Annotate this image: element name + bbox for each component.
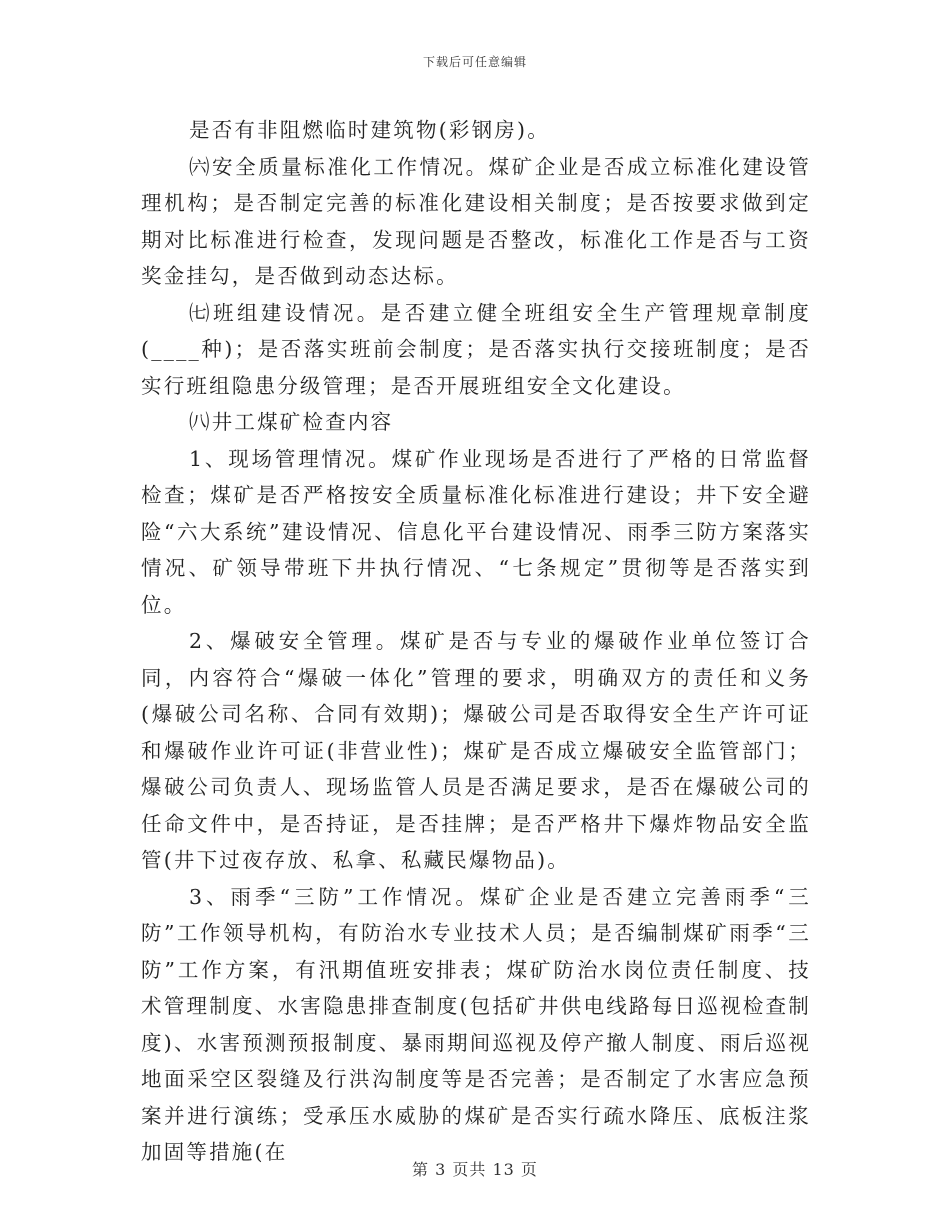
paragraph-mine-inspection-heading: ㈧井工煤矿检查内容: [189, 410, 394, 434]
paragraph-building-materials: 是否有非阻燃临时建筑物(彩钢房)。: [189, 118, 550, 142]
paragraph-site-management: 1、现场管理情况。煤矿作业现场是否进行了严格的日常监督检查；煤矿是否严格按安全质量标准化标准进行建设；井下安全避险“六大系统”建设情况、信息化平台建设情况、雨季三防方案落实情况、矿领导带班下井执行情况、“七条规定”贯彻等是否落实到位。: [141, 446, 811, 617]
paragraph-team-building: ㈦班组建设情况。是否建立健全班组安全生产管理规章制度(____种)；是否落实班前会制度；是否落实执行交接班制度；是否实行班组隐患分级管理；是否开展班组安全文化建设。: [141, 300, 811, 398]
page-header: 下载后可任意编辑: [422, 55, 527, 69]
page-number: 第 3 页共 13 页: [412, 1160, 538, 1179]
paragraph-rainy-season: 3、雨季“三防”工作情况。煤矿企业是否建立完善雨季“三防”工作领导机构，有防治水专业技术人员；是否编制煤矿雨季“三防”工作方案，有汛期值班安排表；煤矿防治水岗位责任制度、技术管理制度、水害隐患排查制度(包括矿井供电线路每日巡视检查制度)、水害预测预报制度、暴雨期间巡视及停产撤人制度、雨后巡视地面采空区裂缝及行洪沟制度等是否完善；是否制定了水害应急预案并进行演练；受承压水威胁的煤矿是否实行疏水降压、底板注浆加固等措施(在: [141, 884, 811, 1164]
paragraph-standardization: ㈥安全质量标准化工作情况。煤矿企业是否成立标准化建设管理机构；是否制定完善的标准化建设相关制度；是否按要求做到定期对比标准进行检查，发现问题是否整改，标准化工作是否与工资奖金挂勾，是否做到动态达标。: [141, 154, 811, 288]
document-body: [141, 112, 811, 1171]
paragraph-blasting-safety: 2、爆破安全管理。煤矿是否与专业的爆破作业单位签订合同，内容符合“爆破一体化”管理的要求，明确双方的责任和义务(爆破公司名称、合同有效期)；爆破公司是否取得安全生产许可证和爆破作业许可证(非营业性)；煤矿是否成立爆破安全监管部门；爆破公司负责人、现场监管人员是否满足要求，是否在爆破公司的任命文件中，是否持证，是否挂牌；是否严格井下爆炸物品安全监管(井下过夜存放、私拿、私藏民爆物品)。: [141, 629, 811, 872]
